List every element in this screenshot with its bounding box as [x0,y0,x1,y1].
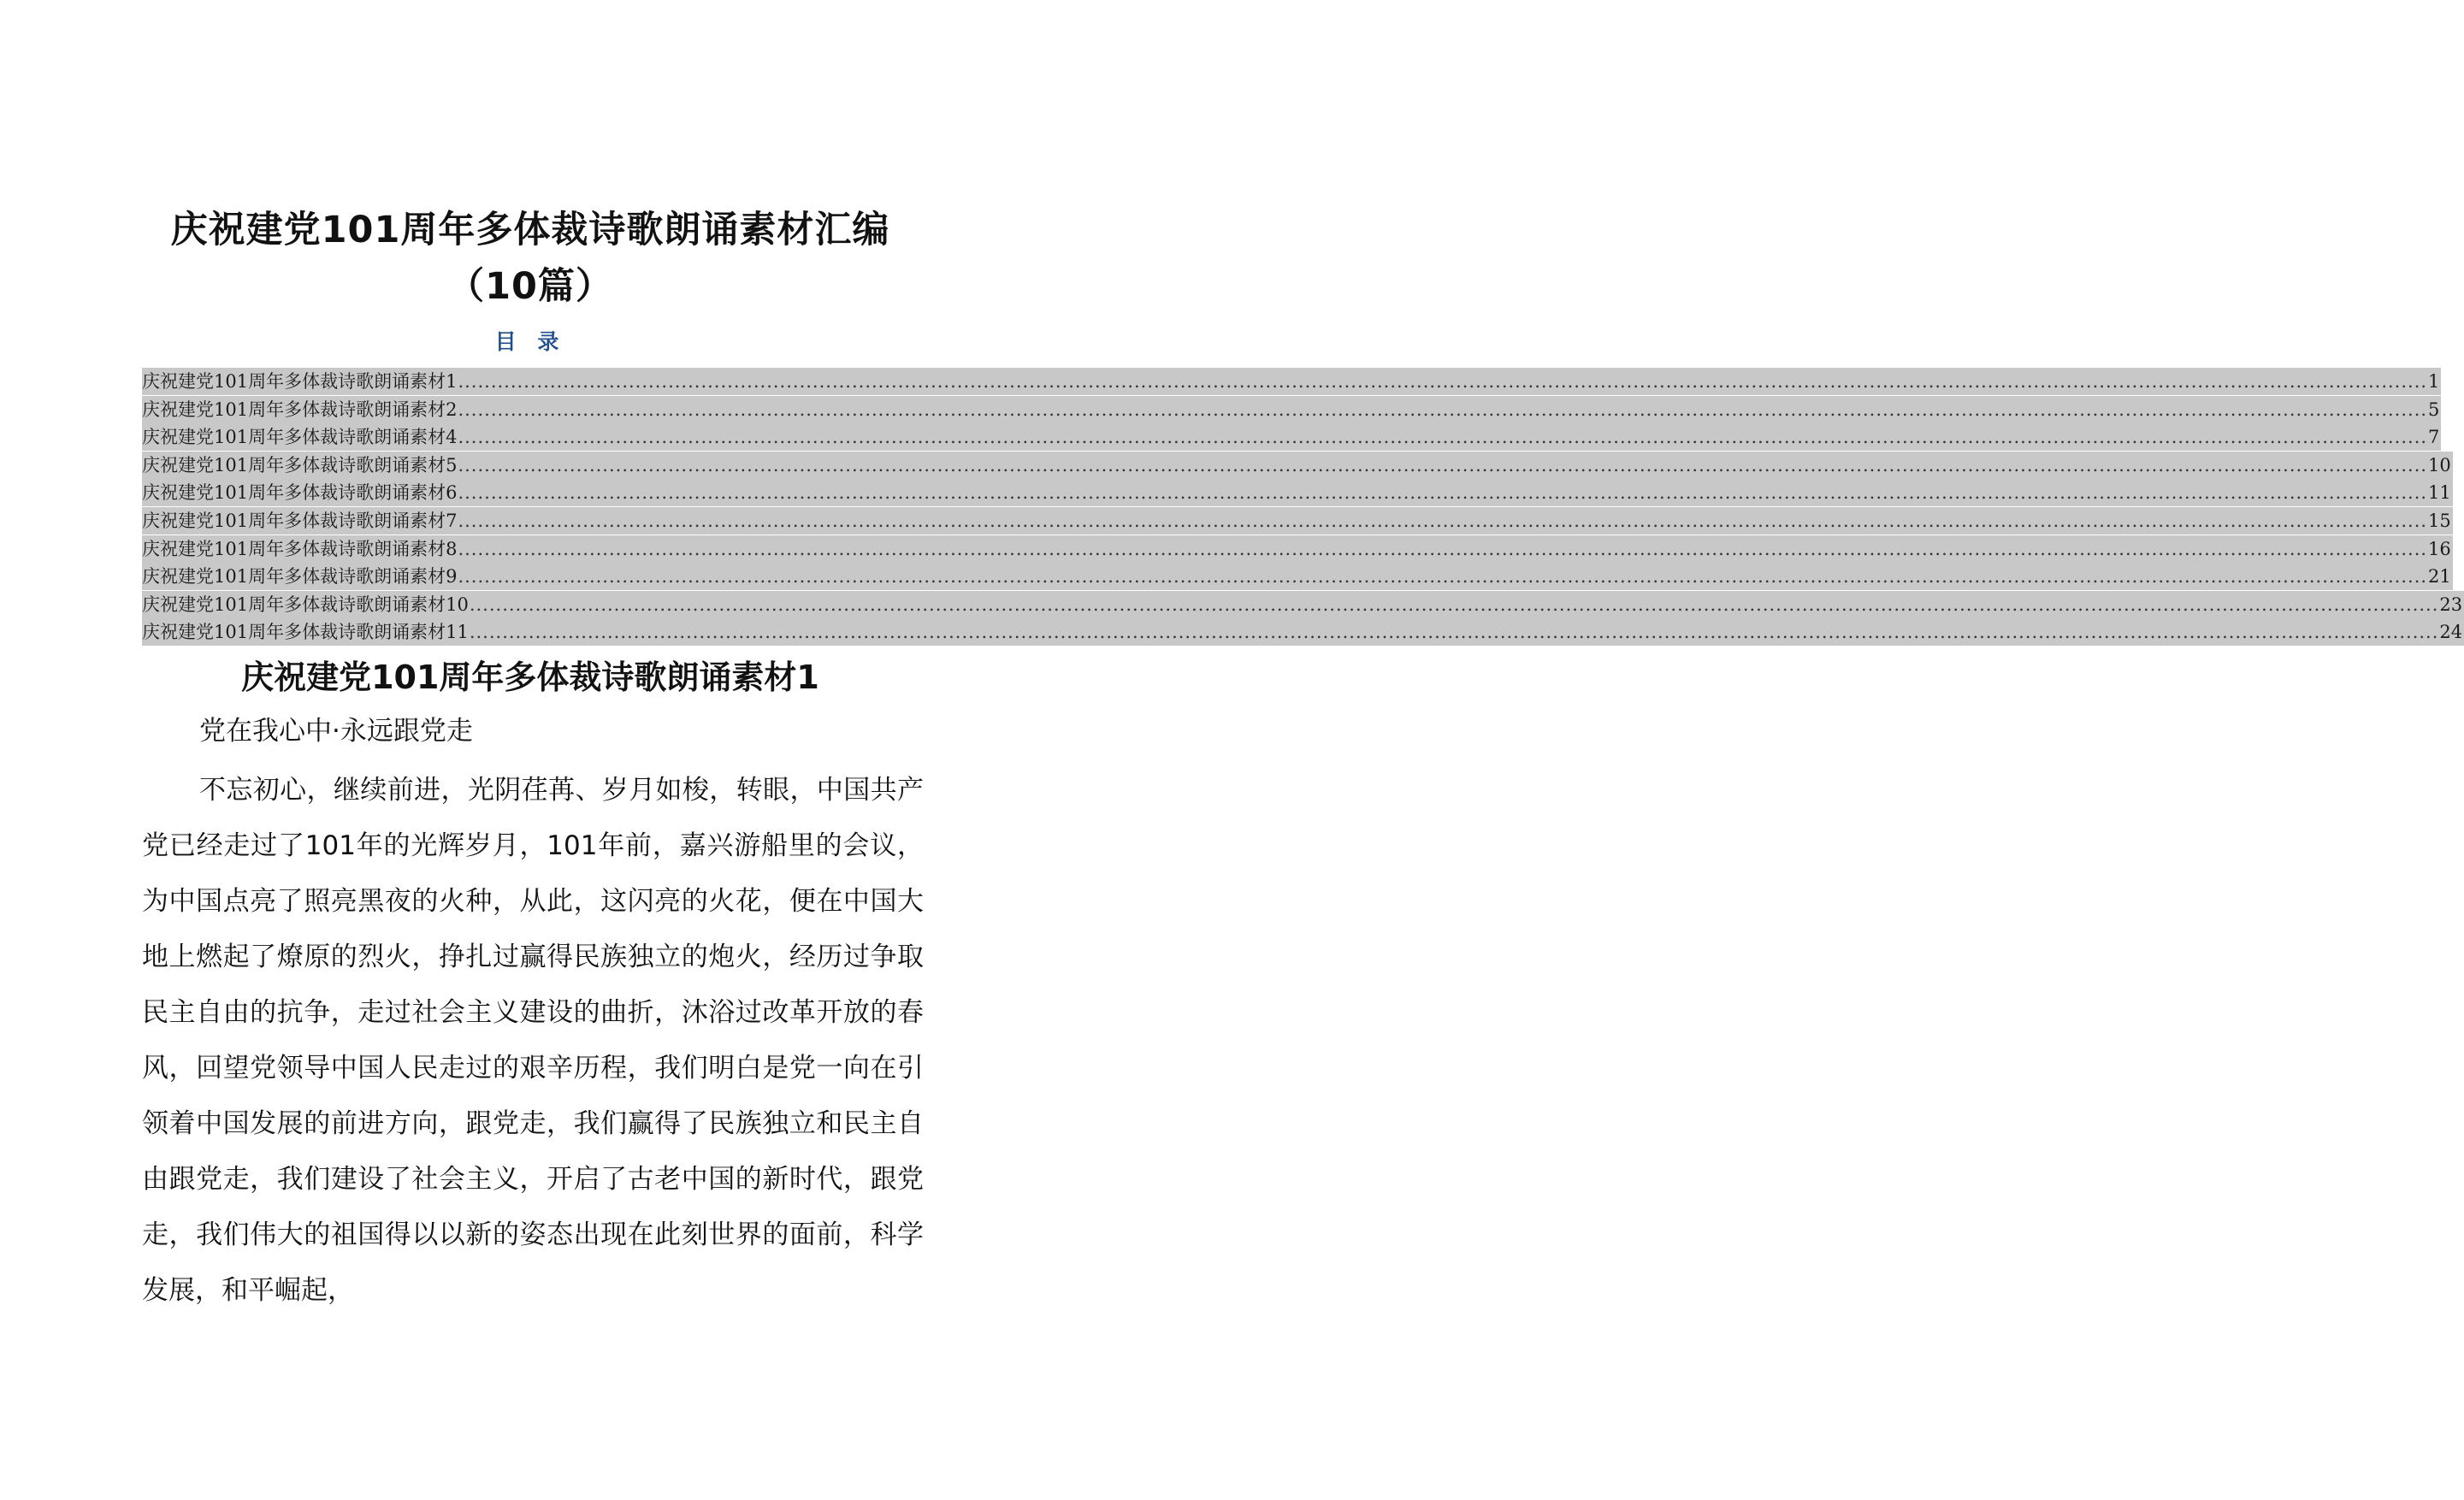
toc-entry[interactable] [142,618,2463,647]
toc-entry-label: 庆祝建党101周年多体裁诗歌朗诵素材8 [142,535,458,563]
toc-entry[interactable] [142,368,2440,396]
toc-entry-page: 21 [2427,563,2453,590]
toc-entry-label: 庆祝建党101周年多体裁诗歌朗诵素材1 [142,368,458,395]
toc-leader-dots: ............................................................................................................................................................................................................................................................................................................ [470,591,2439,618]
toc-entry[interactable] [142,479,2451,507]
toc-entry-label: 庆祝建党101周年多体裁诗歌朗诵素材4 [142,423,458,451]
toc-entry-label: 庆祝建党101周年多体裁诗歌朗诵素材9 [142,563,458,590]
toc-entry-page: 11 [2427,479,2453,506]
toc-entry-page: 23 [2438,591,2464,618]
toc-entry[interactable] [142,591,2463,619]
toc-leader-dots: ............................................................................................................................................................................................................................................................................................................ [458,452,2427,479]
toc-leader-dots: ............................................................................................................................................................................................................................................................................................................ [470,618,2439,646]
toc-entry-label: 庆祝建党101周年多体裁诗歌朗诵素材5 [142,452,458,479]
toc-entry-label: 庆祝建党101周年多体裁诗歌朗诵素材10 [142,591,470,618]
toc-entry-page: 15 [2427,507,2453,534]
toc-entry-page: 5 [2427,396,2441,423]
document-title-count: （10篇） [447,265,613,308]
toc-leader-dots: ............................................................................................................................................................................................................................................................................................................ [458,396,2427,423]
toc-entry-label: 庆祝建党101周年多体裁诗歌朗诵素材7 [142,507,458,534]
toc-entry[interactable] [142,423,2440,452]
toc-leader-dots: ............................................................................................................................................................................................................................................................................................................ [458,368,2427,395]
toc-entry[interactable] [142,507,2451,535]
toc-entry-page: 16 [2427,535,2453,563]
toc-leader-dots: ............................................................................................................................................................................................................................................................................................................ [458,563,2427,590]
toc-entry-page: 10 [2427,452,2453,479]
toc-entry[interactable] [142,535,2451,564]
toc-heading: 目 录 [494,329,566,354]
section-heading: 庆祝建党101周年多体裁诗歌朗诵素材1 [241,658,819,696]
toc-entry[interactable] [142,452,2451,480]
body-paragraph: 不忘初心，继续前进，光阴荏苒、岁月如梭，转眼，中国共产党已经走过了101年的光辉岁月，101年前，嘉兴游船里的会议，为中国点亮了照亮黑夜的火种，从此，这闪亮的火花，便在中国大地上燃起了燎原的烈火，挣扎过赢得民族独立的炮火，经历过争取民主自由的抗争，走过社会主义建设的曲折，沐浴过改革开放的春风，回望党领导中国人民走过的艰辛历程，我们明白是党一向在引领着中国发展的前进方向，跟党走，我们赢得了民族独立和民主自由跟党走，我们建设了社会主义，开启了古老中国的新时代，跟党走，我们伟大的祖国得以以新的姿态出现在此刻世界的面前，科学发展，和平崛起， [142,775,924,1306]
toc-entry-page: 1 [2427,368,2441,395]
toc-entry-page: 7 [2427,423,2441,451]
table-of-contents [142,368,2463,647]
toc-entry[interactable] [142,563,2451,591]
toc-leader-dots: ............................................................................................................................................................................................................................................................................................................ [458,423,2427,451]
toc-entry-label: 庆祝建党101周年多体裁诗歌朗诵素材11 [142,618,470,646]
poem-subtitle: 党在我心中·永远跟党走 [199,716,473,747]
toc-entry-page: 24 [2438,618,2464,646]
toc-leader-dots: ............................................................................................................................................................................................................................................................................................................ [458,507,2427,534]
toc-leader-dots: ............................................................................................................................................................................................................................................................................................................ [458,535,2427,563]
toc-entry-label: 庆祝建党101周年多体裁诗歌朗诵素材2 [142,396,458,423]
toc-leader-dots: ............................................................................................................................................................................................................................................................................................................ [458,479,2427,506]
toc-entry[interactable] [142,396,2440,424]
document-title: 庆祝建党101周年多体裁诗歌朗诵素材汇编 [170,209,890,251]
toc-entry-label: 庆祝建党101周年多体裁诗歌朗诵素材6 [142,479,458,506]
